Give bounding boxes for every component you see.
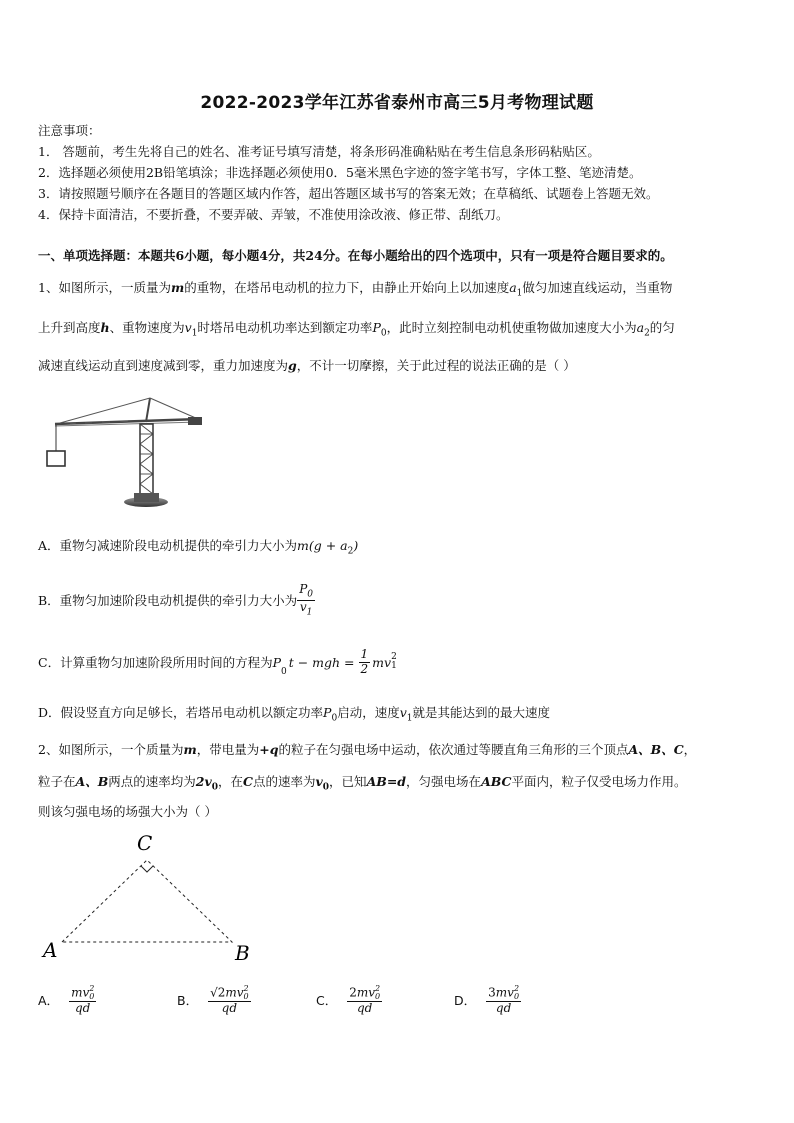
option-label: A．	[38, 993, 60, 1009]
note-item-4: 4．保持卡面清洁，不要折叠，不要弄破、弄皱，不准使用涂改液、修正带、刮纸刀。	[38, 207, 509, 222]
option-d-sub: 0	[331, 713, 338, 724]
q1-var-a1: a	[509, 280, 517, 295]
vertex-label-c: C	[137, 831, 153, 855]
q1-var-p0: P	[372, 320, 381, 335]
q1-var-m: m	[170, 280, 185, 295]
q1-sub: 2	[644, 328, 650, 339]
note-item-3: 3．请按照题号顺序在各题目的答题区域内作答，超出答题区域书写的答案无效；在草稿纸、试题卷上答题无效。	[38, 186, 659, 201]
q2-sub: 0	[322, 782, 330, 793]
q2-option-a[interactable]	[38, 985, 96, 1016]
q2-text: ，在	[218, 774, 244, 789]
option-b-fraction	[297, 583, 315, 617]
den: qd	[221, 1001, 238, 1015]
q2-var-abd: AB=d	[366, 774, 407, 789]
frac-num: P	[299, 582, 308, 596]
note-item-2: 2．选择题必须使用2B铅笔填涂；非选择题必须使用0．5毫米黑色字迹的签字笔书写，字体工整、笔迹清楚。	[38, 165, 642, 180]
option-label: D．	[454, 993, 477, 1009]
q1-option-a[interactable]	[38, 536, 358, 557]
num: mv	[71, 985, 90, 1000]
q2-var-q: +q	[259, 742, 279, 757]
option-b-text: B．重物匀加速阶段电动机提供的牵引力大小为	[38, 593, 298, 609]
option-d-text: D．假设竖直方向足够长，若塔吊电动机以额定功率	[38, 705, 324, 720]
q2-var-m: m	[183, 742, 197, 757]
den: qd	[495, 1001, 512, 1015]
den: qd	[357, 1001, 373, 1015]
option-c-text: C．计算重物匀加速阶段所用时间的方程为	[38, 655, 273, 671]
option-label: C．	[316, 993, 338, 1009]
q1-var-a2: a	[636, 320, 645, 335]
q1-option-c[interactable]	[38, 648, 397, 677]
q1-option-b[interactable]	[38, 583, 315, 617]
den: qd	[75, 1001, 91, 1015]
q1-sub: 1	[191, 328, 198, 339]
q1-text: ，此时立刻控制电动机使重物做加速度大小为	[386, 320, 637, 335]
option-d-fraction	[486, 985, 521, 1016]
option-d-p: P	[323, 705, 332, 720]
vertex-label-a: A	[43, 938, 58, 962]
option-a-text: A．重物匀减速阶段电动机提供的牵引力大小为	[38, 538, 298, 553]
q2-option-d[interactable]	[454, 985, 521, 1016]
q1-var-h: h	[100, 320, 110, 335]
q2-option-c[interactable]	[316, 985, 382, 1016]
frac-num: 1	[360, 647, 369, 661]
num: mv	[225, 985, 244, 1000]
option-label: B．	[177, 993, 199, 1009]
num: mv	[356, 985, 376, 1000]
option-d-sub: 1	[406, 713, 413, 724]
q2-var-v0: v	[315, 774, 323, 789]
option-c-sub: 0	[281, 666, 287, 677]
q1-text: 减速直线运动直到速度减到零，重力加速度为	[38, 358, 289, 373]
coef: √2	[210, 985, 226, 1000]
q1-option-d[interactable]	[38, 703, 550, 724]
q1-text: 的匀	[649, 320, 675, 335]
q2-text: 2、如图所示，一个质量为	[38, 742, 184, 757]
option-b-fraction	[208, 985, 251, 1016]
page-title: 2022-2023学年江苏省泰州市高三5月考物理试题	[200, 93, 594, 113]
coef: 3	[488, 985, 496, 1000]
option-a-close: )	[353, 538, 359, 553]
sup: 2	[89, 984, 95, 993]
option-a-formula: m(g + a	[297, 538, 348, 553]
notes-heading: 注意事项：	[38, 123, 101, 138]
frac-den: v	[299, 599, 307, 614]
q2-line-1	[38, 740, 696, 758]
coef: 2	[349, 985, 357, 1000]
frac-num-sub: 0	[307, 589, 313, 600]
q2-var-2v0: 2v	[195, 774, 212, 789]
q1-text: 、重物速度为	[109, 320, 185, 335]
q2-text: 的粒子在匀强电场中运动，依次通过等腰直角三角形的三个顶点	[278, 742, 629, 757]
q1-text: 上升到高度	[38, 320, 101, 335]
q2-text: 粒子在	[38, 774, 76, 789]
sup: 2	[391, 652, 397, 663]
q1-text: 做匀加速直线运动，当重物	[522, 280, 673, 295]
q2-line-2	[38, 772, 687, 793]
q2-text: 点的速率为	[253, 774, 316, 789]
q1-text: 的重物，在塔吊电动机的拉力下，由静止开始向上以加速度	[184, 280, 510, 295]
q2-text: ，匀强电场在	[406, 774, 482, 789]
q2-option-b[interactable]	[177, 985, 251, 1016]
option-d-v: v	[399, 705, 407, 720]
q1-sub: 1	[516, 288, 523, 299]
option-a-sub: 2	[347, 546, 354, 557]
q2-point-c: C	[243, 774, 253, 789]
frac-den-sub: 1	[306, 607, 313, 618]
note-item-1: 1． 答题前，考生先将自己的姓名、准考证号填写清楚，将条形码准确粘贴在考生信息条形码粘贴区。	[38, 144, 600, 159]
q2-sub: 0	[211, 782, 219, 793]
q1-sub: 0	[380, 328, 387, 339]
q1-line-3	[38, 356, 576, 374]
q1-text: 时塔吊电动机功率达到额定功率	[197, 320, 373, 335]
section-heading: 一、单项选择题：本题共6小题，每小题4分，共24分。在每小题给出的四个选项中，只有一项是符合题目要求的。	[38, 248, 673, 263]
option-c-lhs-rest: t − mgh =	[288, 654, 355, 670]
sub: 0	[513, 992, 520, 1001]
num: mv	[495, 985, 514, 1000]
q1-var-g: g	[288, 358, 297, 373]
vertex-label-b: B	[235, 941, 250, 965]
sub: 1	[391, 661, 397, 672]
q2-text: 两点的速率均为	[108, 774, 196, 789]
sub: 0	[243, 992, 249, 1001]
sup: 2	[513, 984, 520, 993]
option-a-fraction	[69, 985, 96, 1016]
q1-line-2	[38, 318, 675, 339]
sup: 2	[375, 984, 381, 993]
q2-text: ，	[683, 742, 697, 757]
option-c-fraction	[347, 985, 382, 1016]
option-c-fraction	[359, 648, 371, 677]
sup: 2	[243, 984, 249, 993]
q2-var-abc: ABC	[481, 774, 512, 789]
triangle-diagram	[40, 830, 260, 965]
q1-text: 1、如图所示，一质量为	[38, 280, 171, 295]
q2-text: ，已知	[329, 774, 367, 789]
option-c-rhs: mv	[372, 654, 392, 670]
option-d-text: 就是其能达到的最大速度	[412, 705, 551, 720]
sub: 0	[89, 992, 95, 1001]
q1-line-1	[38, 278, 672, 299]
q2-text: ，带电量为	[196, 742, 260, 757]
sub: 0	[375, 992, 381, 1001]
option-c-script	[391, 653, 397, 671]
q1-text: ，不计一切摩擦，关于此过程的说法正确的是（ ）	[296, 358, 576, 373]
q2-text: 平面内，粒子仅受电场力作用。	[511, 774, 687, 789]
option-d-text: 启动，速度	[337, 705, 400, 720]
q2-points: A、B	[75, 774, 109, 789]
q2-line-3: 则该匀强电场的场强大小为（ ）	[38, 804, 217, 819]
crane-illustration	[40, 396, 210, 511]
q1-var-v1: v	[184, 320, 192, 335]
q2-points: A、B、C	[628, 742, 684, 757]
frac-den: 2	[360, 661, 369, 676]
option-c-lhs: P	[272, 654, 281, 670]
